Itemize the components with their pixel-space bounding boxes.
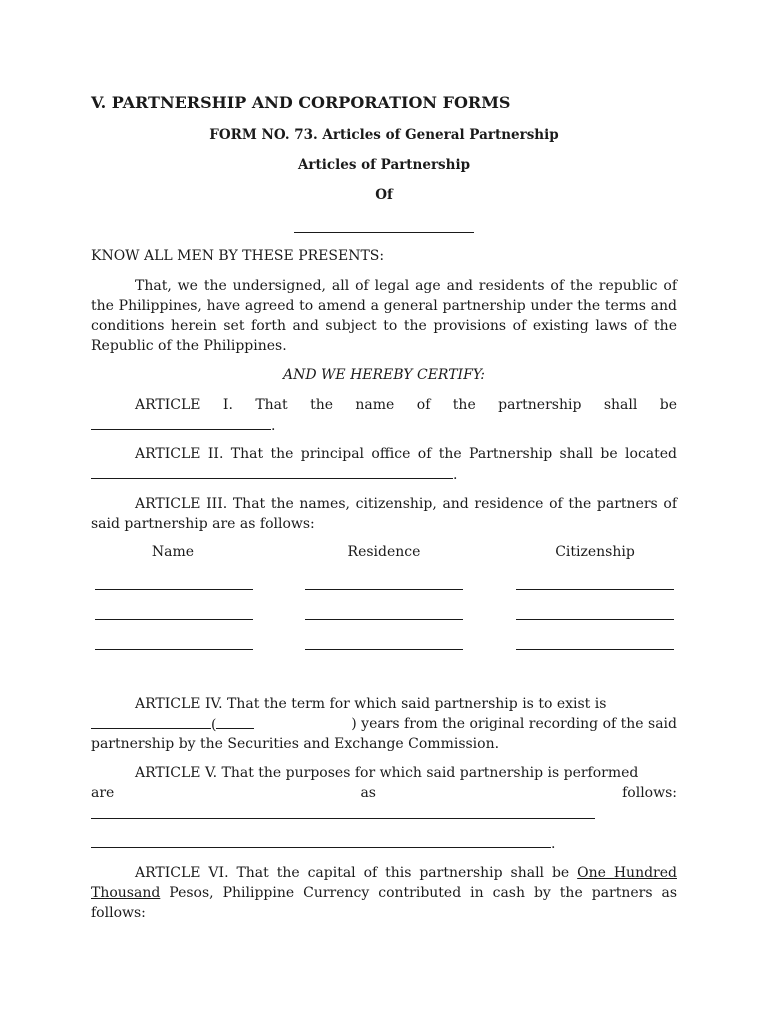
column-header-residence: Residence bbox=[347, 544, 421, 560]
article-1-blank bbox=[91, 415, 271, 430]
article-2-text: ARTICLE II. That the principal office of the Partnership shall be located bbox=[135, 446, 677, 462]
partner-row-2-name-blank bbox=[95, 619, 253, 620]
article-2-blank-row bbox=[91, 464, 457, 485]
capital-amount: One Hundred Thousand bbox=[91, 865, 677, 901]
know-all-heading: KNOW ALL MEN BY THESE PRESENTS: bbox=[91, 248, 385, 264]
partner-row-2-residence-blank bbox=[305, 619, 463, 620]
section-title: V. PARTNERSHIP AND CORPORATION FORMS bbox=[91, 93, 511, 112]
article-5-blank-2 bbox=[91, 833, 551, 848]
article-4-text: ARTICLE IV. That the term for which said partnership is to exist is bbox=[135, 696, 607, 712]
partnership-name-blank bbox=[294, 232, 474, 233]
article-5-as: as bbox=[360, 785, 376, 801]
article-5-blank-row-2 bbox=[91, 833, 555, 854]
of-label: Of bbox=[375, 187, 393, 203]
partner-row-2-citizenship-blank bbox=[516, 619, 674, 620]
article-1-blank-row bbox=[91, 415, 275, 436]
partner-row-3-citizenship-blank bbox=[516, 649, 674, 650]
article-5-are: are bbox=[91, 785, 115, 801]
article-5-end: . bbox=[551, 836, 556, 852]
article-5-follows: follows: bbox=[622, 785, 677, 801]
article-6-text: ARTICLE VI. That the capital of this partnership shall be One Hundred Thousand Pesos, Philippine Currency contributed in cash by the partners as follows: bbox=[91, 865, 677, 921]
article-2-blank bbox=[91, 464, 453, 479]
article-3-text: ARTICLE III. That the names, citizenship, and residence of the partners of said partnership are as follows: bbox=[91, 496, 677, 532]
article-4-term-blank bbox=[91, 714, 211, 729]
article-4-blank-row: ( ) years from the original recording of the said bbox=[91, 714, 677, 735]
article-5-spread-row bbox=[91, 783, 677, 803]
article-5-text: ARTICLE V. That the purposes for which said partnership is performed bbox=[135, 765, 639, 781]
article-4-years-blank bbox=[216, 714, 254, 729]
article-4-tail-line: ) years from the original recording of the said bbox=[351, 716, 677, 732]
article-1-text: ARTICLE I. That the name of the partnership shall be bbox=[135, 397, 677, 413]
column-header-citizenship: Citizenship bbox=[555, 544, 635, 560]
partner-row-1-residence-blank bbox=[305, 589, 463, 590]
column-header-name: Name bbox=[151, 544, 195, 560]
article-2-end: . bbox=[453, 467, 458, 483]
article-1-end: . bbox=[271, 418, 276, 434]
certify-heading: AND WE HEREBY CERTIFY: bbox=[282, 367, 486, 383]
partner-row-3-residence-blank bbox=[305, 649, 463, 650]
form-title: FORM NO. 73. Articles of General Partnership bbox=[209, 127, 559, 143]
partner-row-3-name-blank bbox=[95, 649, 253, 650]
intro-paragraph: That, we the undersigned, all of legal age and residents of the republic of the Philippines, have agreed to amend a general partnership under the terms and conditions herein set forth and subject to the provisions of existing laws of the Republic of the Philippines. bbox=[91, 278, 677, 354]
article-4-continuation: partnership by the Securities and Exchange Commission. bbox=[91, 736, 500, 752]
article-5-blank-1 bbox=[91, 818, 595, 819]
partner-row-1-citizenship-blank bbox=[516, 589, 674, 590]
partner-row-1-name-blank bbox=[95, 589, 253, 590]
form-subtitle: Articles of Partnership bbox=[297, 157, 471, 173]
